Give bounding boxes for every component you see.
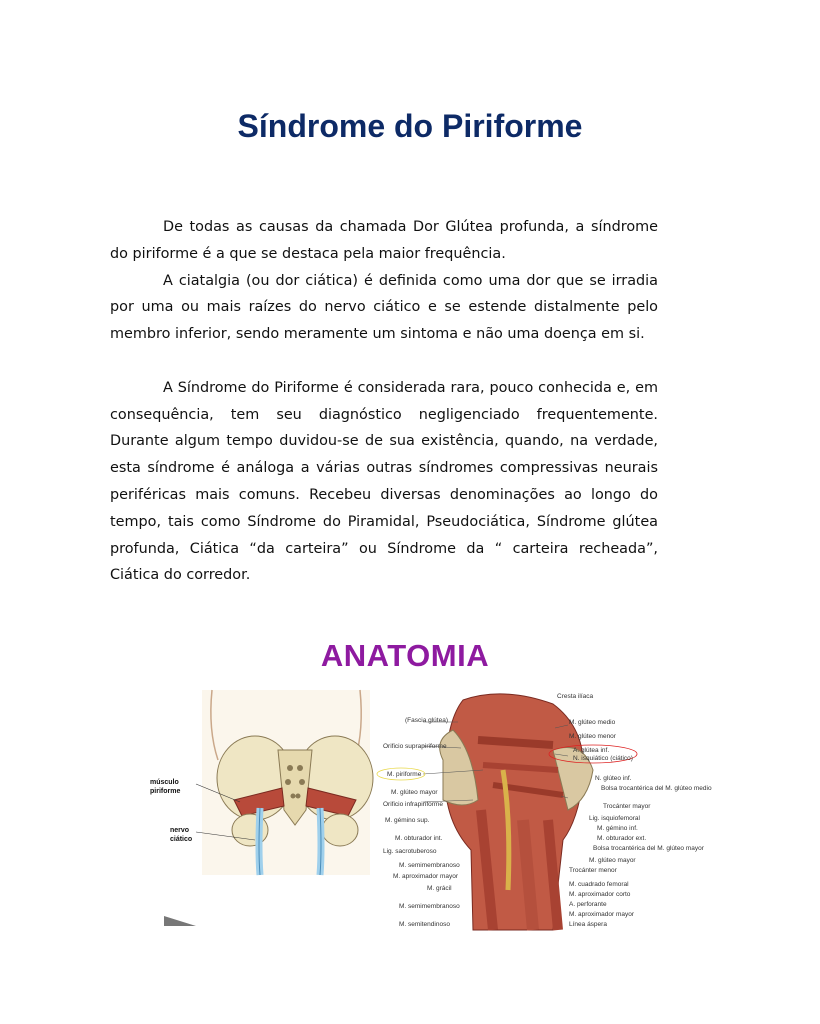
svg-text:N. glúteo inf.: N. glúteo inf. [595,775,632,782]
hip-muscles-illustration [383,690,712,930]
paragraph-1: De todas as causas da chamada Dor Glútea profunda, a síndrome do piriforme é a que se destaca pela maior frequência. [110,219,658,262]
svg-text:M. obturador ext.: M. obturador ext. [597,835,647,842]
svg-text:M. grácil: M. grácil [427,885,452,892]
svg-text:M. glúteo medio: M. glúteo medio [569,719,616,726]
svg-text:M. gémino inf.: M. gémino inf. [597,825,638,832]
svg-text:A. perforante: A. perforante [569,901,607,908]
label-piriforme: piriforme [150,788,181,795]
section-heading-anatomia: ANATOMIA [320,638,490,673]
svg-text:Orificio suprapiriforme: Orificio suprapiriforme [383,743,447,750]
svg-text:M. aproximador mayor: M. aproximador mayor [393,873,459,880]
svg-text:Orificio infrapiriforme: Orificio infrapiriforme [383,801,443,808]
paragraph-3: A Síndrome do Piriforme é considerada rara, pouco conhecida e, em consequência, tem seu diagnóstico negligenciado frequentemente. Durante algum tempo duvidou-se de sua existência, quando, na verdade, esta síndrome é análoga a várias outras síndromes compressivas neurais periféricas mais comuns. Recebeu diversas denominações ao longo do tempo, tais como Síndrome do Piramidal, Pseudociática, Síndrome glútea profunda, Ciática “da carteira” ou Síndrome da “ carteira recheada”, Ciática do corredor. [110,379,658,584]
svg-text:M. glúteo menor: M. glúteo menor [569,733,616,740]
svg-text:M. piriforme: M. piriforme [387,771,422,778]
svg-text:M. gémino sup.: M. gémino sup. [385,817,430,824]
svg-text:Trocánter mayor: Trocánter mayor [603,803,651,810]
svg-text:Lig. isquiofemoral: Lig. isquiofemoral [589,815,640,822]
pelvis-illustration [150,690,375,930]
svg-text:M. cuadrado femoral: M. cuadrado femoral [569,881,629,888]
paragraph-2: A ciatalgia (ou dor ciática) é definida como uma dor que se irradia por uma ou mais raízes do nervo ciático e se estende distalmente pelo membro inferior, sendo meramente um sintoma e não uma doença em si. [110,272,658,343]
svg-text:Bolsa trocantérica del M. glút: Bolsa trocantérica del M. glúteo mayor [593,845,704,852]
label-musculo: músculo [150,779,179,786]
svg-text:Cresta ilíaca: Cresta ilíaca [557,693,594,700]
svg-text:M. semimembranoso: M. semimembranoso [399,862,460,869]
svg-text:M. glúteo mayor: M. glúteo mayor [589,857,636,864]
body-text [110,214,658,589]
page-title: Síndrome do Piriforme [237,108,583,144]
svg-text:Bolsa trocantérica del M. glút: Bolsa trocantérica del M. glúteo medio [601,785,712,792]
svg-text:Lig. sacrotuberoso: Lig. sacrotuberoso [383,848,437,855]
svg-text:(Fascia glútea): (Fascia glútea) [405,717,448,724]
svg-text:M. obturador int.: M. obturador int. [395,835,443,842]
svg-text:Línea áspera: Línea áspera [569,921,607,928]
svg-text:Trocánter menor: Trocánter menor [569,867,617,874]
svg-text:M. glúteo mayor: M. glúteo mayor [391,789,438,796]
label-ciatico: ciático [170,836,193,843]
label-nervo: nervo [170,827,190,834]
svg-text:M. aproximador mayor: M. aproximador mayor [569,911,635,918]
svg-text:A. glútea inf.: A. glútea inf. [573,747,610,754]
svg-text:M. semitendinoso: M. semitendinoso [399,921,450,928]
svg-text:M. aproximador corto: M. aproximador corto [569,891,631,898]
svg-text:M. semimembranoso: M. semimembranoso [399,903,460,910]
svg-text:N. isquiático (ciático): N. isquiático (ciático) [573,755,633,762]
